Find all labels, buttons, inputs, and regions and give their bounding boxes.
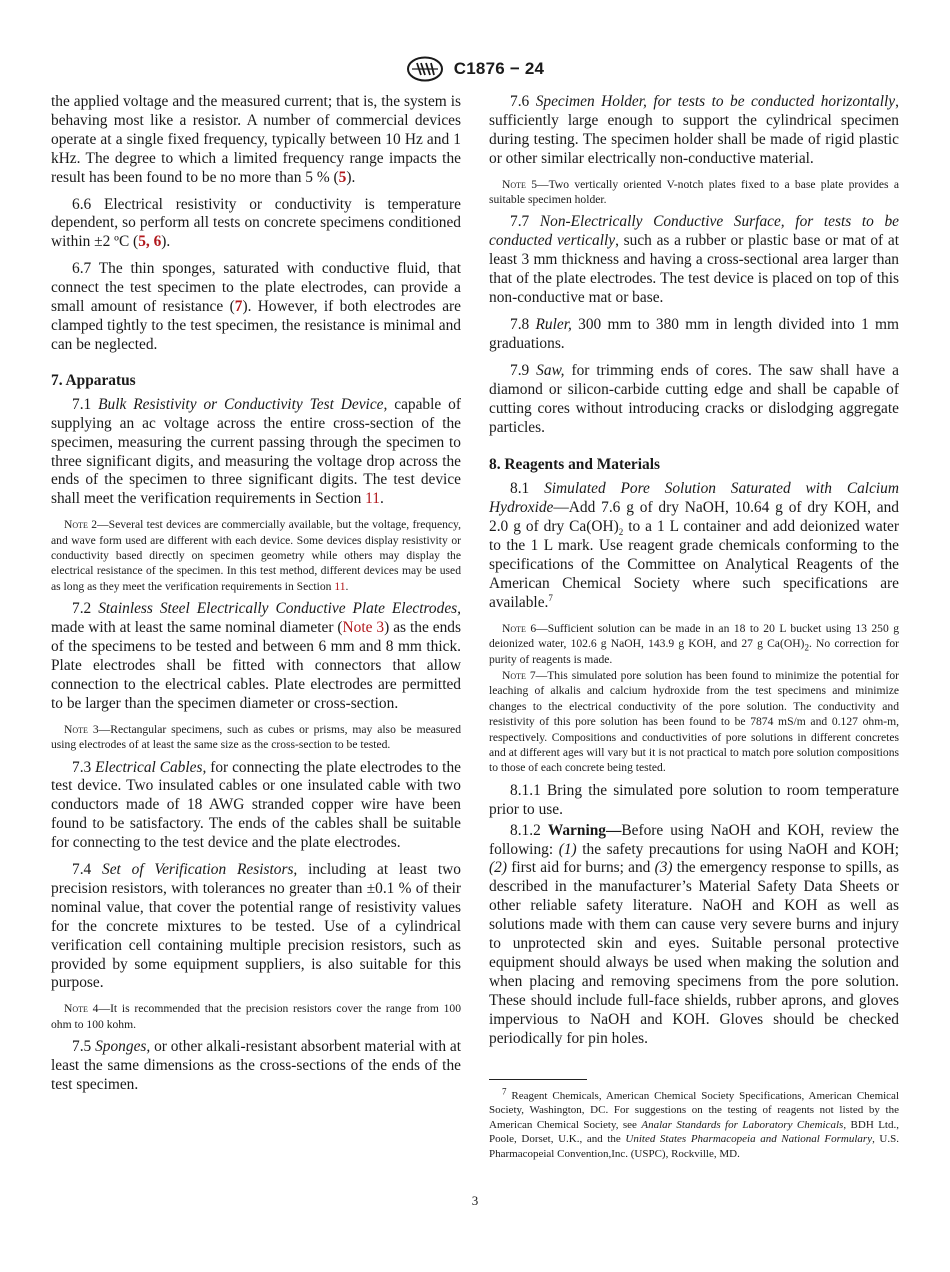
footnote-7: $^7$ Reagent Chemicals, American Chemical Society Specifications, American Chemical Society, Washington, DC. For suggestions on the testing of reagents not listed by the American Chemical Society, see Analar Standards for Laboratory Chemicals, BDH Ltd., Poole, Dorset, U.K., and the United States Pharmacopeia and National Formulary, U.S. Pharmacopeial Convention,Inc. (USPC), Rockville, MD. bbox=[489, 1085, 899, 1160]
section-7-3: 7.3 Electrical Cables, for connecting the plate electrodes to the test device. Two insulated cables or one insulated cable with two conductors made of 18 AWG stranded copper wire have been found to be satisfactory. The ends of the cables shall be suitable for connecting to the test device and the plate electrodes. bbox=[51, 758, 461, 852]
note-4: Note 4—It is recommended that the precision resistors cover the range from 100 ohm to 100 kohm. bbox=[51, 1002, 461, 1031]
standard-designation: C1876 − 24 bbox=[453, 59, 545, 78]
reference-link[interactable]: 7 bbox=[234, 298, 243, 316]
left-column bbox=[51, 93, 461, 1103]
warning-label: Warning— bbox=[547, 821, 622, 839]
page-header bbox=[0, 56, 950, 84]
section-7-6: 7.6 Specimen Holder, for tests to be conducted horizontally, sufficiently large enough to support the cylindrical specimen during testing. The specimen holder shall be made of rigid plastic or other similar electrically non-conductive material. bbox=[489, 93, 899, 167]
footnote-marker[interactable]: 7 bbox=[548, 592, 553, 603]
reference-link[interactable]: 5 bbox=[338, 168, 347, 186]
note-link[interactable]: Note 3 bbox=[342, 619, 385, 637]
section-7-2: 7.2 Stainless Steel Electrically Conductive Plate Electrodes, made with at least the same nominal diameter (Note 3) as the ends of the specimens to be tested and between 6 mm and 8 mm thick. Plate electrodes shall be fitted with connectors that allow connection to the electrical cables. Plate electrodes are permitted to be larger than the specimen diameter or cross-section. bbox=[51, 600, 461, 712]
note-7: Note 7—This simulated pore solution has been found to minimize the potential for leaching of alkalis and calcium hydroxide from the test specimens and minimize changes to the electrical conductivity of the pore solution. The conductivity and resistivity of this pore solution has been found to be 7874 mS/m and 0.127 ohm-m, respectively. Compositions and conductivities of pore solutions in different concretes and at different ages will vary but it is not practical to match pore solution compositions to those of each concrete being tested. bbox=[489, 668, 899, 775]
section-7-5: 7.5 Sponges, or other alkali-resistant absorbent material with at least the same dimensions as the cross-sections of the ends of the test specimen. bbox=[51, 1038, 461, 1093]
astm-logo-icon bbox=[406, 56, 444, 82]
note-6: Note 6—Sufficient solution can be made in an 18 to 20 L bucket using 13 250 g deionized water, 102.6 g NaOH, 143.9 g KOH, and 27 g $Ca(OH)_2$. No correction for purity of reagents is made. bbox=[489, 621, 899, 666]
section-8-1-2: 8.1.2 Warning—Before using NaOH and KOH, review the following: (1) the safety precautions for using NaOH and KOH; (2) first aid for burns; and (3) the emergency response to spills, as described in the manufacturer’s Material Safety Data Sheets or other reliable safety literature. NaOH and KOH as well as solutions made with them can cause very severe burns and injury to unprotected skin and eyes. Suitable personal protective equipment should always be used when making the solution and when placing and removing specimens from the pore solution. These should include full-face shields, rubber aprons, and gloves impervious to NaOH and KOH. Gloves should be checked periodically for pin holes. bbox=[489, 821, 899, 1047]
note-3: Note 3—Rectangular specimens, such as cubes or prisms, may also be measured using electrodes of at least the same size as the cross-section to be tested. bbox=[51, 722, 461, 752]
section-link[interactable]: 11 bbox=[334, 579, 346, 593]
section-6-7: 6.7 The thin sponges, saturated with conductive fluid, that connect the test specimen to the plate electrodes, can provide a small amount of resistance (7). However, if both electrodes are clamped tightly to the test specimen, the resistance is minimal and can be neglected. bbox=[51, 260, 461, 353]
section-7-1: 7.1 Bulk Resistivity or Conductivity Test Device, capable of supplying an ac voltage across the entire cross-section of the specimen, measuring the current passing through the specimen to three significant digits, and measuring the voltage drop across the ends of the specimen to three significant digits. The test device shall meet the verification requirements in Section 11. bbox=[51, 395, 461, 508]
section-6-6: 6.6 Electrical resistivity or conductivity is temperature dependent, so perform all tests on concrete specimens conditioned within ±2 ºC (5, 6). bbox=[51, 195, 461, 251]
heading-reagents: 8. Reagents and Materials bbox=[489, 456, 660, 474]
section-7-8: 7.8 Ruler, 300 mm to 380 mm in length divided into 1 mm graduations. bbox=[489, 315, 899, 352]
section-link[interactable]: 11 bbox=[365, 490, 380, 508]
section-8-1: 8.1 Simulated Pore Solution Saturated with Calcium Hydroxide—Add 7.6 g of dry NaOH, 10.64 g of dry KOH, and 2.0 g of dry $Ca(OH)_2$ to a 1 L container and add deionized water to the 1 L mark. Use reagent grade chemicals conforming to the specifications of the Committee on Analytical Reagents of the American Chemical Society where such specifications are available.$^7$ bbox=[489, 480, 899, 611]
section-7-7: 7.7 Non-Electrically Conductive Surface, for tests to be conducted vertically, such as a rubber or plastic base or mat of at least 3 mm thickness and having a cross-sectional area larger than that of the plate electrodes. The test device is placed on top of this non-conductive mat or base. bbox=[489, 213, 899, 307]
section-7-4: 7.4 Set of Verification Resistors, including at least two precision resistors, with tolerances no greater than ±0.1 % of their nominal value, that cover the potential range of resistivity values for the concrete mixtures to be tested. Use of a cylindrical verification cell containing multiple precision resistors, such as provided by some equipment suppliers, is also suitable for this purpose. bbox=[51, 861, 461, 992]
note-2: Note 2—Several test devices are commercially available, but the voltage, frequency, and wave form used are different with each device. Some devices display resistivity or conductivity based directly on specimen geometry while others may display the electrical resistance of the specimen. In this test method, different devices may be used as long as they meet the verification requirements in Section 11. bbox=[51, 518, 461, 593]
section-8-1-1: 8.1.1 Bring the simulated pore solution to room temperature prior to use. bbox=[489, 781, 899, 818]
footnote-divider bbox=[489, 1079, 587, 1080]
reference-link[interactable]: 6 bbox=[153, 233, 162, 251]
paragraph-continued: the applied voltage and the measured current; that is, the system is behaving most like a resistor. A number of commercial devices operate at a single fixed frequency, typically between 10 Hz and 1 kHz. The degree to which a limited frequency range impacts the result has been found to be no more than 5 % (5). bbox=[51, 93, 461, 186]
section-7-9: 7.9 Saw, for trimming ends of cores. The saw shall have a diamond or silicon-carbide cutting edge and shall be capable of cutting cores without introducing cracks or dislodging aggregate particles. bbox=[489, 361, 899, 436]
heading-apparatus: 7. Apparatus bbox=[51, 371, 136, 389]
reference-link[interactable]: 5 bbox=[138, 233, 146, 251]
right-column bbox=[489, 93, 899, 1161]
page-number: 3 bbox=[471, 1193, 479, 1208]
note-5: Note 5—Two vertically oriented V-notch plates fixed to a base plate provides a suitable specimen holder. bbox=[489, 177, 899, 207]
